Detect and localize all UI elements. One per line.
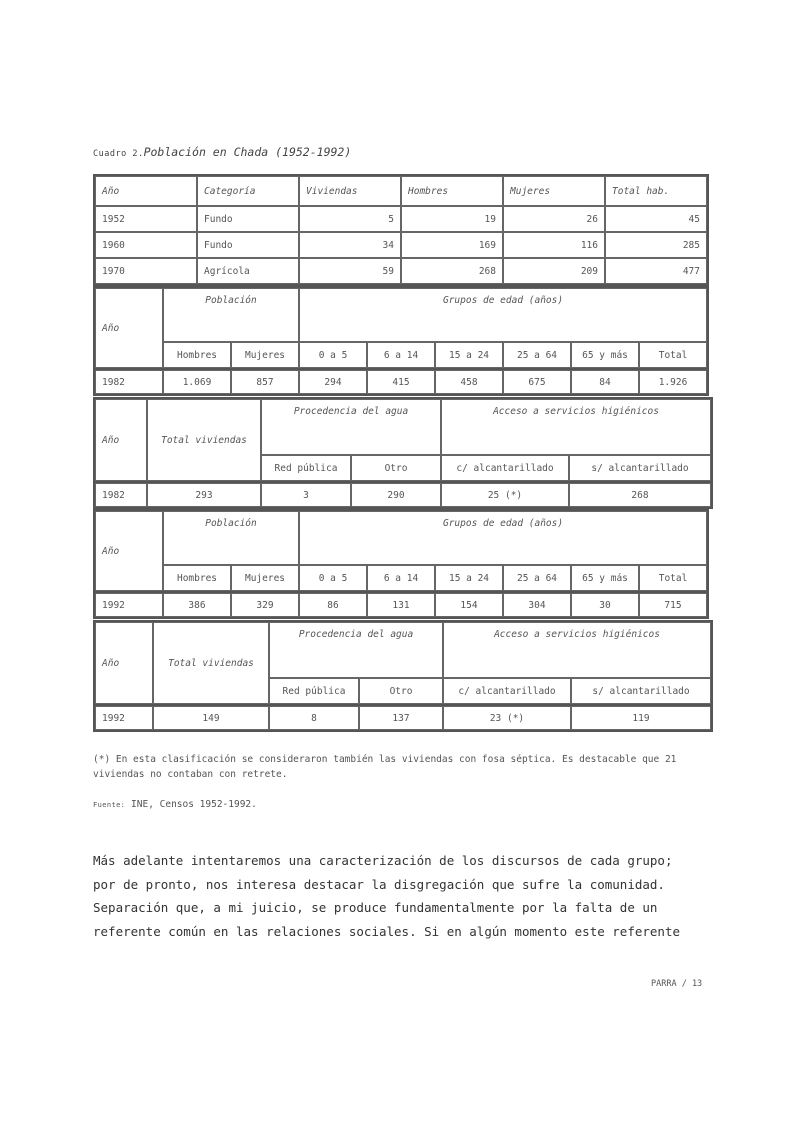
table-housing-1982 — [93, 397, 713, 483]
total-dwellings-header: Total viviendas — [153, 622, 269, 704]
table-housing-1982-values — [93, 481, 713, 509]
cell-public-network: 3 — [261, 483, 351, 507]
cell-year: 1982 — [95, 370, 163, 394]
cell-men: 268 — [401, 258, 503, 284]
cell-without-sewer: 119 — [571, 706, 711, 730]
age-group-header: Grupos de edad (años) — [299, 511, 707, 565]
cell-with-sewer: 23 (*) — [443, 706, 571, 730]
body-line: referente común en las relaciones sociales. Si en algún momento este referente — [93, 923, 680, 939]
subheader-age-0-5: 0 a 5 — [299, 342, 367, 368]
cell-age-25-64: 304 — [503, 593, 571, 617]
subheader-other: Otro — [359, 678, 443, 704]
body-line: Más adelante intentaremos una caracterización de los discursos de cada grupo; — [93, 853, 673, 868]
table-housing-1992-values — [93, 704, 713, 732]
body-line: Separación que, a mi juicio, se produce fundamentalmente por la falta de un — [93, 900, 658, 915]
caption-title: Población en Chada (1952-1992) — [143, 145, 352, 159]
cell-year: 1982 — [95, 483, 147, 507]
cell-age-25-64: 675 — [503, 370, 571, 394]
subheader-with-sewer: c/ alcantarillado — [443, 678, 571, 704]
cell-year: 1992 — [95, 706, 153, 730]
header-women: Mujeres — [503, 176, 605, 206]
cell-total-dwellings: 149 — [153, 706, 269, 730]
body-paragraph — [93, 849, 723, 943]
table-row — [95, 232, 707, 258]
table-footnote: (*) En esta clasificación se consideraron también las viviendas con fosa séptica. Es destacable que 21 viviendas no contaban con retrete. — [93, 754, 677, 780]
subheader-age-0-5: 0 a 5 — [299, 565, 367, 591]
cell-total: 477 — [605, 258, 707, 284]
header-men: Hombres — [401, 176, 503, 206]
subheader-women: Mujeres — [231, 342, 299, 368]
cell-age-6-14: 415 — [367, 370, 435, 394]
page-footer: PARRA / 13 — [651, 979, 703, 989]
cell-year: 1992 — [95, 593, 163, 617]
cell-total: 285 — [605, 232, 707, 258]
cell-public-network: 8 — [269, 706, 359, 730]
cell-women: 209 — [503, 258, 605, 284]
cell-without-sewer: 268 — [569, 483, 711, 507]
subheader-with-sewer: c/ alcantarillado — [441, 455, 569, 481]
cell-total: 45 — [605, 206, 707, 232]
subheader-without-sewer: s/ alcantarillado — [569, 455, 711, 481]
table-housing-1992 — [93, 620, 713, 706]
sanitation-header: Acceso a servicios higiénicos — [443, 622, 711, 678]
sanitation-header: Acceso a servicios higiénicos — [441, 399, 711, 455]
population-group-header: Población — [163, 288, 299, 342]
header-dwellings: Viviendas — [299, 176, 401, 206]
source-prefix: Fuente: — [93, 801, 126, 809]
subheader-age-6-14: 6 a 14 — [367, 342, 435, 368]
subheader-age-25-64: 25 a 64 — [503, 565, 571, 591]
table-row — [95, 206, 707, 232]
cell-dwellings: 34 — [299, 232, 401, 258]
subheader-public-network: Red pública — [261, 455, 351, 481]
subheader-men: Hombres — [163, 342, 231, 368]
cell-age-15-24: 458 — [435, 370, 503, 394]
cell-year: 1952 — [95, 206, 197, 232]
subheader-age-6-14: 6 a 14 — [367, 565, 435, 591]
cell-women: 26 — [503, 206, 605, 232]
table-row — [95, 258, 707, 284]
header-year: Año — [95, 176, 197, 206]
table-row — [95, 706, 711, 730]
total-dwellings-header: Total viviendas — [147, 399, 261, 481]
table-caption — [93, 145, 351, 159]
cell-other: 137 — [359, 706, 443, 730]
cell-total: 1.926 — [639, 370, 707, 394]
table-population-1992-values — [93, 591, 709, 619]
age-group-header: Grupos de edad (años) — [299, 288, 707, 342]
subheader-age-65-plus: 65 y más — [571, 565, 639, 591]
year-header: Año — [95, 622, 153, 704]
cell-year: 1970 — [95, 258, 197, 284]
cell-total-dwellings: 293 — [147, 483, 261, 507]
source-line — [93, 799, 257, 810]
table-population-1992 — [93, 509, 709, 593]
table-row — [95, 370, 707, 394]
cell-total: 715 — [639, 593, 707, 617]
table-population-1982 — [93, 286, 709, 370]
cell-dwellings: 5 — [299, 206, 401, 232]
source-text: INE, Censos 1952-1992. — [125, 799, 257, 810]
cell-dwellings: 59 — [299, 258, 401, 284]
cell-men: 386 — [163, 593, 231, 617]
cell-category: Agrícola — [197, 258, 299, 284]
cell-category: Fundo — [197, 206, 299, 232]
subheader-age-25-64: 25 a 64 — [503, 342, 571, 368]
cell-other: 290 — [351, 483, 441, 507]
header-category: Categoría — [197, 176, 299, 206]
table-row — [95, 483, 711, 507]
water-source-header: Procedencia del agua — [261, 399, 441, 455]
cell-men: 1.069 — [163, 370, 231, 394]
subheader-men: Hombres — [163, 565, 231, 591]
caption-prefix: Cuadro 2. — [93, 149, 144, 159]
subheader-women: Mujeres — [231, 565, 299, 591]
cell-women: 329 — [231, 593, 299, 617]
cell-women: 857 — [231, 370, 299, 394]
subheader-other: Otro — [351, 455, 441, 481]
cell-age-0-5: 294 — [299, 370, 367, 394]
subheader-age-15-24: 15 a 24 — [435, 342, 503, 368]
header-total: Total hab. — [605, 176, 707, 206]
cell-age-6-14: 131 — [367, 593, 435, 617]
body-line: por de pronto, nos interesa destacar la disgregación que sufre la comunidad. — [93, 876, 665, 892]
cell-age-65-plus: 84 — [571, 370, 639, 394]
subheader-without-sewer: s/ alcantarillado — [571, 678, 711, 704]
table-population-1982-values — [93, 368, 709, 396]
cell-category: Fundo — [197, 232, 299, 258]
cell-age-15-24: 154 — [435, 593, 503, 617]
subheader-total: Total — [639, 565, 707, 591]
subheader-total: Total — [639, 342, 707, 368]
water-source-header: Procedencia del agua — [269, 622, 443, 678]
cell-with-sewer: 25 (*) — [441, 483, 569, 507]
cell-men: 19 — [401, 206, 503, 232]
table-1952-1970 — [93, 174, 709, 286]
subheader-age-15-24: 15 a 24 — [435, 565, 503, 591]
cell-women: 116 — [503, 232, 605, 258]
population-group-header: Población — [163, 511, 299, 565]
cell-age-65-plus: 30 — [571, 593, 639, 617]
cell-age-0-5: 86 — [299, 593, 367, 617]
cell-men: 169 — [401, 232, 503, 258]
cell-year: 1960 — [95, 232, 197, 258]
year-header: Año — [95, 288, 163, 368]
table-row — [95, 593, 707, 617]
year-header: Año — [95, 399, 147, 481]
subheader-age-65-plus: 65 y más — [571, 342, 639, 368]
subheader-public-network: Red pública — [269, 678, 359, 704]
year-header: Año — [95, 511, 163, 591]
